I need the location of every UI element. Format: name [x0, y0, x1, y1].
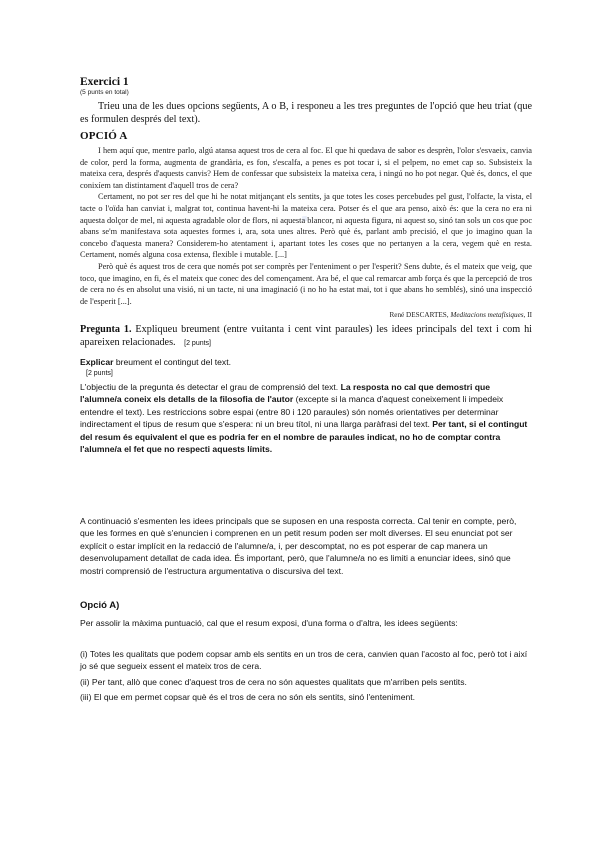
rubric-points: [2 punts]: [86, 370, 113, 377]
excerpt-paragraph: Certament, no pot ser res del que hi he notat mitjançant els sentits, ja que totes les coses percebudes pel gust, l'olfacte, la vista, el tacte o l'oïda han canviat i, malgrat tot, continua havent-hi la mateixa cera. Potser és el que ara penso, això és: que la cera no era ni aquesta dolçor de mel, ni aquesta agradable olor de flors, ni aquesta blancor, ni aquesta figura, ni aquest so, sinó tan sols un cos que poc abans se'm manifestava sota aquestes formes i, ara, sota unes altres. Però què és, parlant amb precisió, el que jo imagino quan la concebo d'aquesta manera? Considerem-ho atentament i, apartant totes les coses que no pertanyen a la cera, vegem què en resta. Certament, només alguna cosa extensa, flexible i mutable. [...]: [80, 192, 532, 260]
rubric-idea-list: [80, 648, 532, 707]
rubric-paragraph: Per assolir la màxima puntuació, cal que el resum exposi, d'una forma o d'altra, les idees següents:: [80, 618, 458, 628]
citation-work: Meditacions metafísiques,: [450, 311, 526, 319]
question-1: [80, 324, 532, 350]
list-item: (iii) El que em permet copsar què és el tros de cera no són els sentits, sinó l'enteniment.: [80, 692, 416, 703]
rubric-explain-label: Explicar: [80, 357, 114, 367]
rubric-emphasis: Per tant, si el contingut del resum és equivalent el que es podria fer en el nombre de paraules indicat, no ho de comptar contra l'alumne/a el fet que no respecti aquests límits.: [80, 419, 528, 455]
exercise-points: (5 punts en total): [80, 89, 129, 96]
citation: [80, 311, 532, 319]
list-item: (i) Totes les qualitats que podem copsar amb els sentits en un tros de cera, canvien quan l'acosto al foc, però tot i així jo sé que segueix essent el mateix tros de cera.: [80, 649, 528, 672]
exercise-instructions: Trieu una de les dues opcions següents, A o B, i responeu a les tres preguntes de l'opció que heu triat (que es formulen després del text).: [80, 101, 532, 125]
exercise-title: Exercici 1: [80, 76, 129, 88]
question-label: Pregunta 1.: [80, 324, 132, 335]
rubric-text: (excepte si la manca d'aquest coneixement li impedeix entendre el text). Les restriccions sobre espai (entre 80 i 120 paraules) són només orientatives per determinar indirectament el tipus de resum que s'espera: ni un breu títol, ni una llarga paràfrasi del text.: [80, 394, 504, 430]
watermark: ·: [297, 199, 314, 239]
excerpt-paragraph: I hem aquí que, mentre parlo, algú atansa aquest tros de cera al foc. El que hi quedava de sabor es desprèn, l'olor s'esvaeix, canvia de color, perd la forma, augmenta de grandària, es fon, s'escalfa, a penes es pot tocar i, si el pelpem, no emet cap so. Subsisteix la mateixa cera, després d'aquests canvis? Hem de confessar que subsisteix la mateixa cera, i ningú no ho pot negar. Què és, doncs, el que conixíem tan distintament d'aquell tros de cera?: [80, 146, 532, 190]
rubric-explain-text: breument el contingut del text.: [115, 357, 231, 367]
rubric-option-label: Opció A): [80, 600, 120, 611]
question-text: Expliqueu breument (entre vuitanta i cent vint paraules) les idees principals del text i com hi apareixen relacionades.: [80, 324, 533, 348]
question-points: [2 punts]: [184, 339, 211, 347]
rubric-emphasis: La resposta no cal que demostri que l'alumne/a coneix els detalls de la filosofia de l'autor: [80, 382, 491, 405]
excerpt-paragraph: Però què és aquest tros de cera que només pot ser comprès per l'enteniment o per l'esperit? Sens dubte, és el mateix que veig, que toco, que imagino, en fi, és el mateix que conec des del començament. Ara bé, el que cal remarcar amb força és que la percepció de tros de cera no és en absolut una visió, ni un tacte, ni una imaginació (i no ho ha estat mai, tot i que abans ho semblés), sinó una inspecció de l'esperit [...].: [80, 261, 532, 306]
rubric-explain: [80, 357, 532, 367]
rubric-paragraph: A continuació s'esmenten les idees principals que se suposen en una resposta correcta. Cal tenir en compte, però, que les formes en què s'enuncien i comprenen en un petit resum poden ser molt diverses. El seu enunciat pot ser explícit o estar implícit en la redacció de l'alumne/a, i, per descomptat, no es pot esperar de cap manera un desenvolupament detallat de cada idea. És important, però, que l'alumne/a no es limiti a enunciar idees, sinó que mostri comprensió de l'estructura argumentativa o discursiva del text.: [80, 516, 517, 576]
rubric-text: L'objectiu de la pregunta és detectar el grau de comprensió del text.: [80, 382, 339, 392]
excerpt-text: [80, 145, 532, 307]
citation-author: René DESCARTES,: [389, 311, 449, 319]
option-a-heading: OPCIÓ A: [80, 130, 128, 142]
rubric-paragraph: [80, 381, 532, 455]
citation-section: II: [527, 311, 532, 319]
list-item: (ii) Per tant, allò que conec d'aquest tros de cera no són aquestes qualitats que m'arriben pels sentits.: [80, 676, 467, 687]
